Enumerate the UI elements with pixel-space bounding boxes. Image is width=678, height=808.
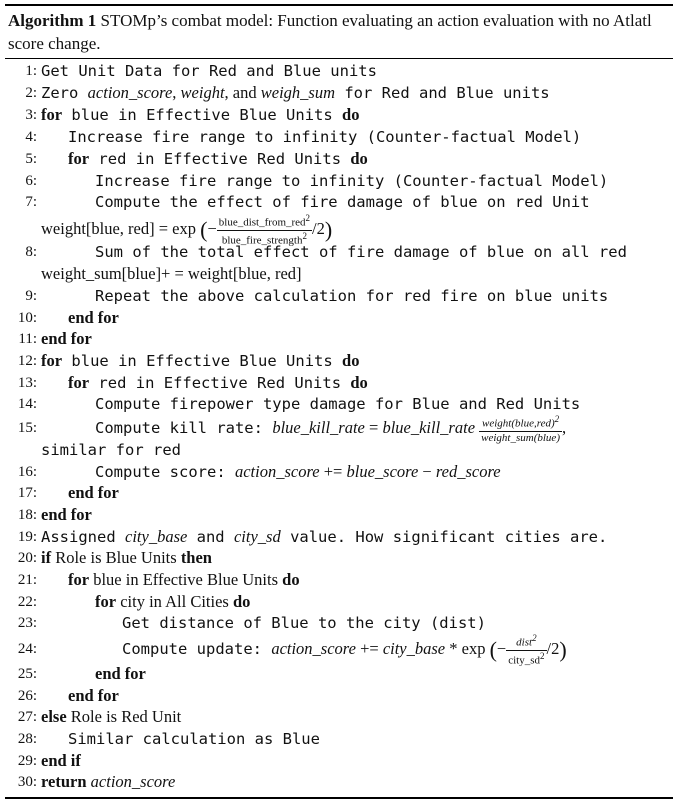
- top-rule: [5, 4, 673, 6]
- minus-sign: −: [207, 218, 217, 238]
- line-text-part: Role is Blue Units: [51, 548, 181, 567]
- paren-open: (: [489, 637, 497, 663]
- line-text: [41, 547, 212, 569]
- line-number: 15:: [17, 420, 37, 436]
- keyword-end-for: end for: [68, 483, 119, 502]
- line-number: 3:: [25, 107, 37, 123]
- line-text: Get Unit Data for Red and Blue units: [41, 62, 377, 80]
- fraction-numerator: blue_dist_from_red: [218, 216, 306, 229]
- algorithm-block: [5, 0, 673, 808]
- algorithm-caption: [8, 9, 668, 55]
- line-number: 17:: [17, 485, 37, 501]
- line-number: 2:: [25, 85, 37, 101]
- keyword-return: return: [41, 772, 87, 791]
- algo-line-7-formula: [41, 213, 333, 247]
- keyword-then: then: [180, 548, 212, 567]
- formula-tail: /2: [312, 218, 325, 238]
- superscript: 2: [532, 633, 537, 644]
- plus-equals: +=: [355, 639, 383, 658]
- line-number: 18:: [17, 507, 37, 523]
- minus-sign: −: [496, 639, 507, 658]
- equals-sign: =: [364, 418, 383, 437]
- keyword-do: do: [342, 105, 360, 124]
- line-number: 20:: [17, 550, 37, 566]
- line-number: 6:: [25, 173, 37, 189]
- keyword-end-for: end for: [41, 329, 92, 348]
- line-number: 14:: [17, 396, 37, 412]
- line-text-part: ,: [561, 418, 567, 437]
- keyword-do: do: [342, 351, 360, 370]
- algo-line-15-continued: similar for red: [41, 441, 181, 459]
- keyword-else: else: [41, 707, 67, 726]
- keyword-for: for: [41, 351, 63, 370]
- line-text: [41, 526, 607, 548]
- formula-weight: weight[blue, red] = exp: [41, 218, 197, 238]
- line-text-part: red in Effective Red Units: [89, 150, 351, 168]
- line-text: [68, 148, 368, 170]
- keyword-end-if: end if: [41, 751, 81, 770]
- keyword-end-for: end for: [41, 505, 92, 524]
- line-text: [41, 104, 359, 126]
- line-text-part: blue in Effective Blue Units: [62, 106, 343, 124]
- line-text: [41, 706, 181, 728]
- line-text: Get distance of Blue to the city (dist): [122, 614, 486, 632]
- paren-close: ): [324, 217, 333, 243]
- line-text: Similar calculation as Blue: [68, 730, 320, 748]
- line-text-part: Compute kill rate:: [95, 419, 273, 437]
- plus-equals: +=: [319, 462, 347, 481]
- line-text: [68, 372, 368, 394]
- formula-fraction: [506, 634, 546, 666]
- line-number: 27:: [17, 709, 37, 725]
- keyword-for: for: [95, 592, 117, 611]
- line-text-part: Role is Red Unit: [66, 707, 182, 726]
- line-text-part: blue in Effective Blue Units: [89, 570, 283, 589]
- fraction-numerator: dist: [516, 636, 533, 649]
- keyword-do: do: [282, 570, 300, 589]
- line-number: 9:: [25, 288, 37, 304]
- keyword-do: do: [232, 592, 251, 611]
- algo-line-8-formula: weight_sum[blue]+ = weight[blue, red]: [41, 264, 302, 283]
- line-text: [41, 82, 550, 104]
- line-text-part: and: [187, 528, 234, 546]
- var-city-base: city_base: [125, 527, 188, 546]
- bottom-rule: [5, 797, 673, 799]
- formula-tail: /2: [546, 639, 560, 658]
- line-text: [122, 634, 567, 666]
- var-blue-score: blue_score: [346, 462, 419, 481]
- line-number: 23:: [17, 615, 37, 631]
- line-number: 4:: [25, 129, 37, 145]
- line-text-part: Zero: [41, 84, 88, 102]
- line-number: 13:: [17, 375, 37, 391]
- keyword-for: for: [41, 105, 63, 124]
- algorithm-caption-text: STOMp’s combat model: Function evaluating an action evaluation with no Atlatl score change.: [8, 11, 652, 53]
- line-number: 22:: [17, 594, 37, 610]
- line-number: 26:: [17, 688, 37, 704]
- keyword-if: if: [41, 548, 52, 567]
- line-text: [95, 591, 250, 613]
- line-text: Increase fire range to infinity (Counter-factual Model): [95, 172, 609, 190]
- line-number: 12:: [17, 353, 37, 369]
- line-number: 5:: [25, 151, 37, 167]
- line-number: 7:: [25, 194, 37, 210]
- var-action-score: action_score: [271, 639, 356, 658]
- line-number: 16:: [17, 464, 37, 480]
- fraction-numerator: weight(blue,red): [482, 417, 555, 430]
- keyword-end-for: end for: [68, 686, 119, 705]
- line-text: [41, 350, 359, 372]
- line-text: Sum of the total effect of fire damage of blue on all red: [95, 243, 627, 261]
- superscript: 2: [305, 213, 311, 223]
- line-text-part: ,: [172, 83, 181, 102]
- var-blue-kill-rate: blue_kill_rate: [272, 418, 365, 437]
- line-number: 21:: [17, 572, 37, 588]
- superscript: 2: [554, 413, 560, 424]
- var-action-score: action_score: [234, 462, 320, 481]
- keyword-do: do: [350, 149, 368, 168]
- line-number: 25:: [17, 666, 37, 682]
- line-text-part: value. How significant cities are.: [280, 528, 608, 546]
- superscript: 2: [540, 650, 545, 661]
- line-text: [95, 461, 501, 483]
- line-text-part: red in Effective Red Units: [89, 374, 351, 392]
- minus-sign: −: [418, 462, 436, 481]
- line-number: 19:: [17, 529, 37, 545]
- superscript: 2: [302, 230, 307, 241]
- line-text: [68, 569, 300, 591]
- line-text: Increase fire range to infinity (Counter-factual Model): [68, 128, 582, 146]
- var-weight: weight: [180, 83, 225, 102]
- algorithm-label: Algorithm 1: [8, 11, 97, 30]
- keyword-for: for: [68, 570, 90, 589]
- line-text-part: Compute score:: [95, 463, 235, 481]
- line-text: Compute the effect of fire damage of blue on red Unit: [95, 193, 590, 211]
- line-text: [41, 771, 175, 793]
- line-number: 30:: [17, 774, 37, 790]
- keyword-end-for: end for: [68, 308, 119, 327]
- fraction-denominator: city_sd: [508, 654, 540, 667]
- line-number: 11:: [18, 331, 37, 347]
- line-number: 1:: [25, 63, 37, 79]
- kill-rate-fraction: [479, 415, 562, 444]
- line-text-part: Compute update:: [122, 640, 272, 658]
- caption-rule: [5, 58, 673, 59]
- line-number: 24:: [17, 641, 37, 657]
- keyword-for: for: [68, 373, 90, 392]
- var-city-sd: city_sd: [233, 527, 281, 546]
- fraction-denominator: blue_fire_strength: [221, 234, 303, 247]
- line-text-part: , and: [224, 83, 261, 102]
- var-weigh-sum: weigh_sum: [260, 83, 335, 102]
- fraction-denominator: weight_sum(blue): [481, 431, 560, 444]
- paren-close: ): [559, 637, 567, 663]
- var-red-score: red_score: [435, 462, 501, 481]
- line-number: 28:: [17, 731, 37, 747]
- var-blue-kill-rate: blue_kill_rate: [382, 418, 476, 437]
- line-text: Repeat the above calculation for red fire on blue units: [95, 287, 609, 305]
- line-number: 10:: [17, 310, 37, 326]
- line-text-part: Assigned: [41, 528, 125, 546]
- line-text-part: city in All Cities: [116, 592, 233, 611]
- keyword-for: for: [68, 149, 90, 168]
- keyword-do: do: [350, 373, 368, 392]
- line-text: Compute firepower type damage for Blue and Red Units: [95, 395, 581, 413]
- paren-open: (: [200, 217, 208, 243]
- var-action-score: action_score: [86, 772, 176, 791]
- formula-exp: * exp: [445, 639, 486, 658]
- line-text-part: blue in Effective Blue Units: [62, 352, 343, 370]
- var-city-base: city_base: [382, 639, 446, 658]
- line-number: 29:: [17, 753, 37, 769]
- keyword-end-for: end for: [95, 664, 146, 683]
- var-action-score: action_score: [87, 83, 173, 102]
- line-text-part: for Red and Blue units: [335, 84, 550, 102]
- line-number: 8:: [25, 244, 37, 260]
